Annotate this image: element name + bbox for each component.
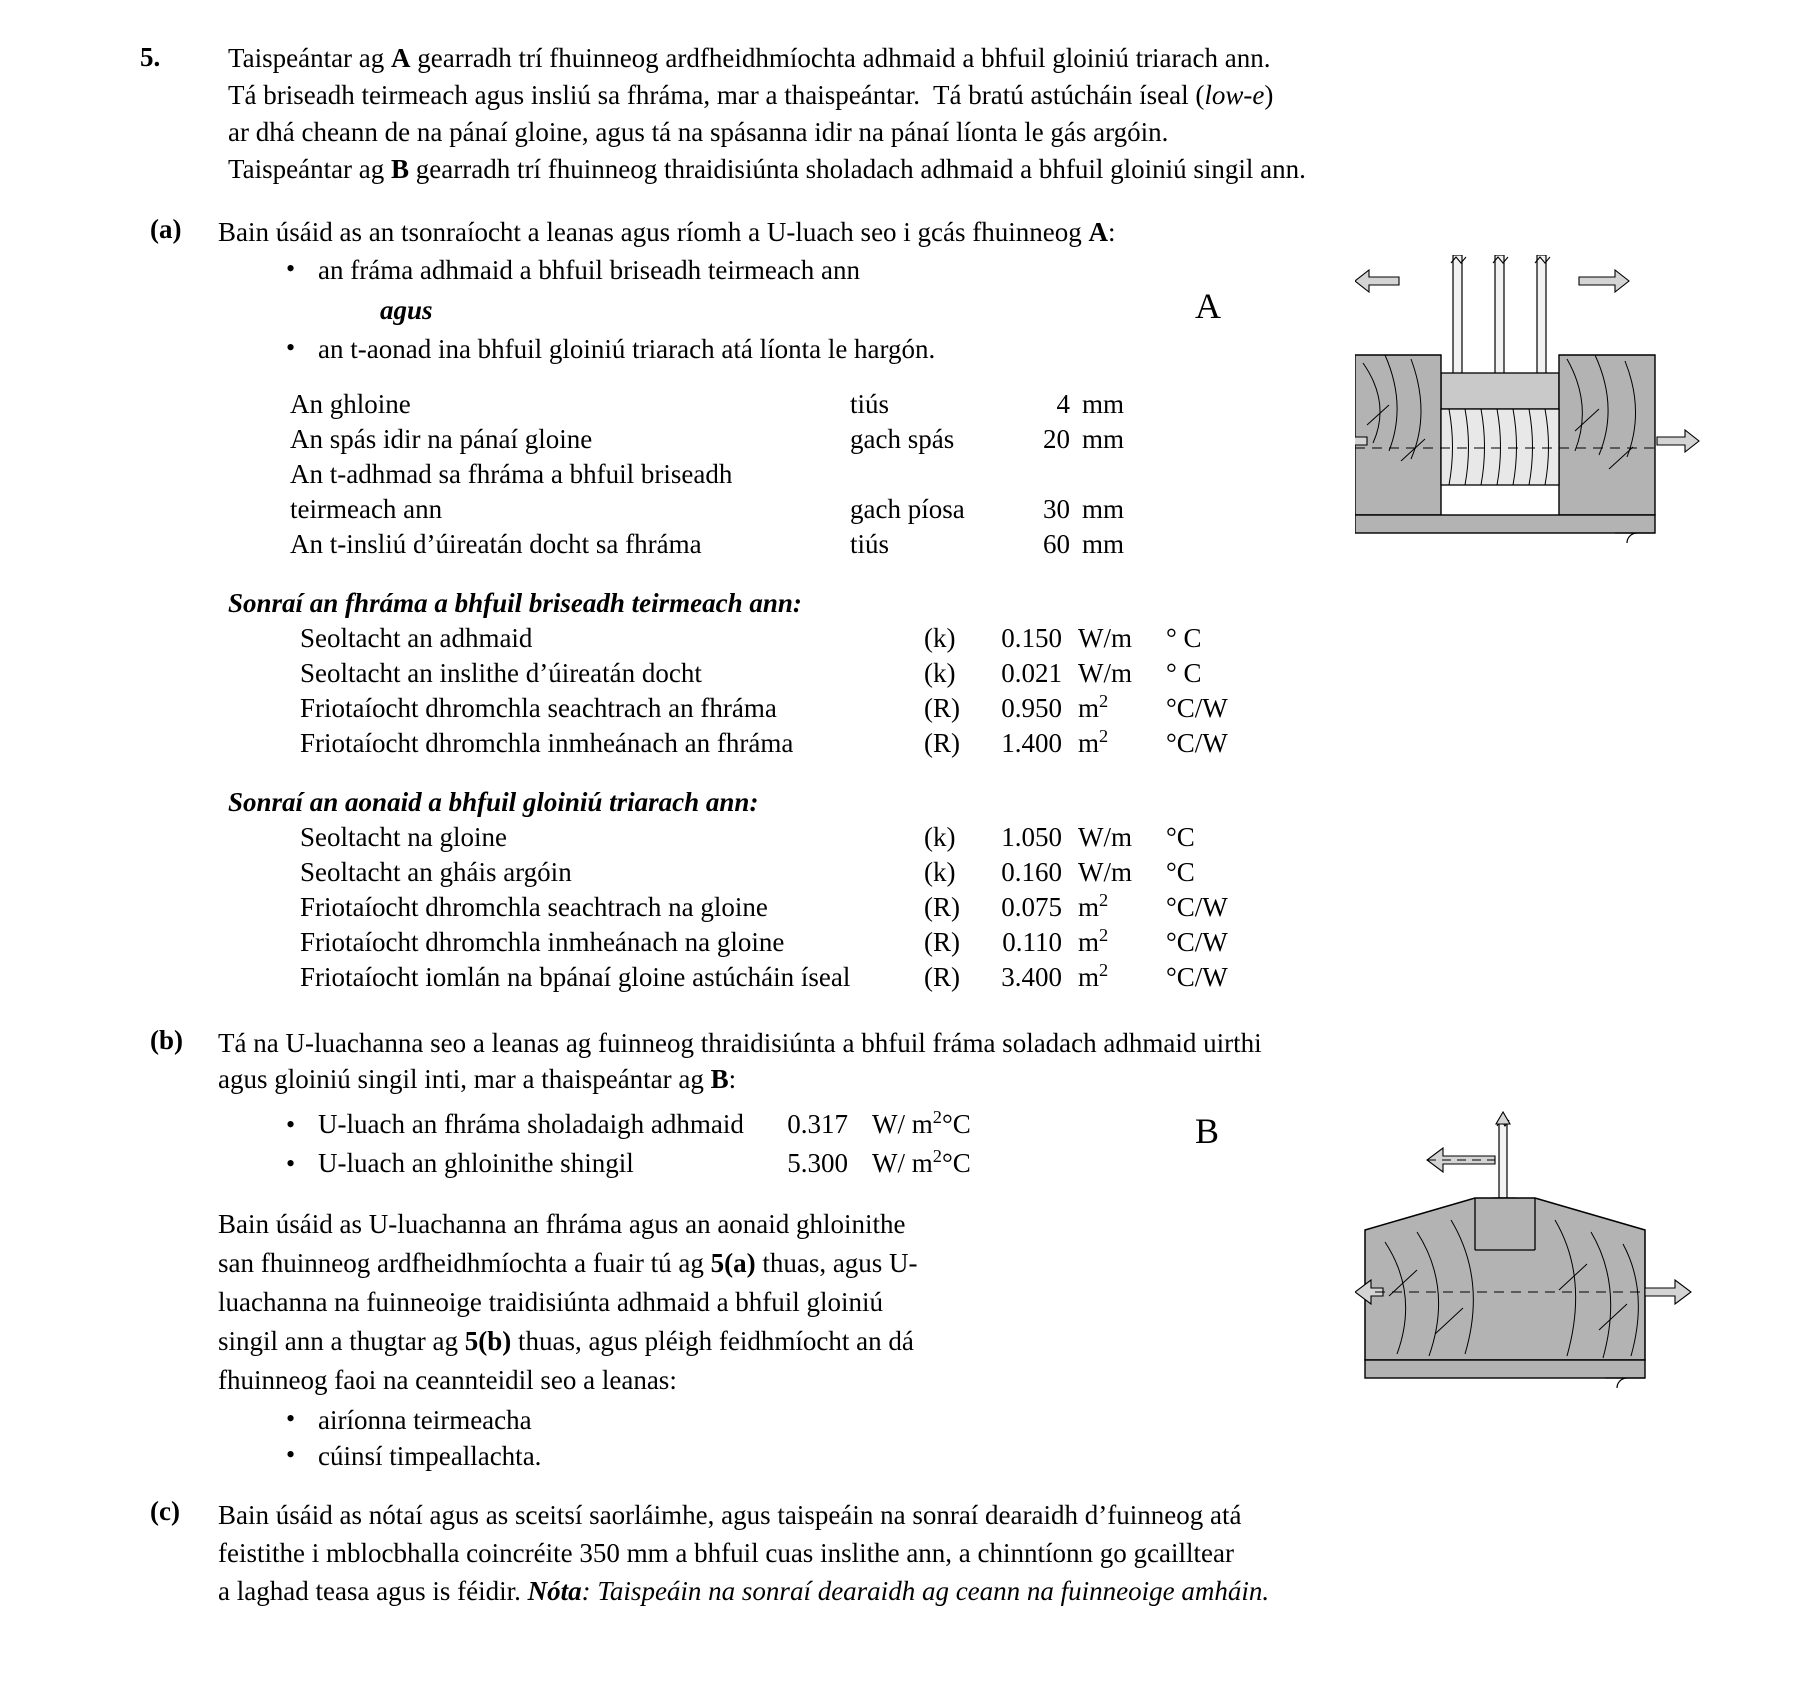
frame-data-block — [228, 588, 1728, 995]
table-row — [300, 691, 1228, 726]
table-row — [290, 457, 1124, 492]
row-unit-1: W/m — [1078, 857, 1132, 887]
unit-exponent: 2 — [1099, 890, 1109, 910]
figure-b-drawing — [1355, 1110, 1705, 1400]
table-row — [300, 820, 1228, 855]
spec-value: 30 — [1043, 494, 1070, 524]
table-row — [300, 890, 1228, 925]
row-desc: Seoltacht an adhmaid — [300, 623, 533, 653]
row-desc: Seoltacht na gloine — [300, 822, 507, 852]
unit-exponent: 2 — [1099, 691, 1109, 711]
row-symbol: (k) — [924, 857, 956, 887]
row-unit-1: W/m — [1078, 658, 1132, 688]
question-intro — [228, 40, 1728, 188]
table-row — [290, 422, 1124, 457]
unit-exponent: 2 — [1099, 726, 1109, 746]
row-desc: Friotaíocht dhromchla seachtrach an fhráma — [300, 693, 777, 723]
table-row — [300, 656, 1228, 691]
u-value-unit: W/ $m^2^\circ C$ — [872, 1146, 971, 1178]
row-unit-2: °C — [1166, 822, 1195, 852]
row-unit-1: W/m — [1078, 822, 1132, 852]
row-symbol: (k) — [924, 623, 956, 653]
row-symbol: (k) — [924, 658, 956, 688]
row-symbol: (R) — [924, 962, 960, 992]
row-unit-1: $m^2$ — [1078, 691, 1109, 723]
spec-unit: mm — [1082, 424, 1125, 454]
table-row — [290, 492, 1124, 527]
row-desc: Friotaíocht dhromchla inmheánach na gloine — [300, 927, 785, 957]
heat-flow-arrow-top — [1427, 1148, 1495, 1172]
u-value-label: U-luach an ghloinithe shingil — [318, 1148, 634, 1178]
intro-line-4: Taispeántar ag B gearradh trí fhuinneog thraidisiúnta sholadach adhmaid a bhfuil gloiniú singil ann. — [228, 154, 1306, 184]
part-b-bullet-list — [218, 1402, 1728, 1474]
part-c-line-3: a laghad teasa agus is féidir. Nóta: Taispeáin na sonraí dearaidh ag ceann na fuinneoige amháin. — [218, 1576, 1270, 1606]
row-value: 0.160 — [1001, 857, 1062, 887]
list-item: • an fráma adhmaid a bhfuil briseadh teirmeach ann — [280, 252, 1728, 288]
spec-value: 20 — [1043, 424, 1070, 454]
part-c-line-1: Bain úsáid as nótaí agus as sceitsí saorláimhe, agus taispeáin na sonraí dearaidh d’fuinneog atá — [218, 1500, 1242, 1530]
part-c — [140, 1496, 1728, 1610]
u-value-number: 0.317 — [787, 1109, 848, 1139]
spec-desc: An ghloine — [290, 389, 411, 419]
intro-line-3: ar dhá cheann de na pánaí gloine, agus tá na spásanna idir na pánaí líonta le gás argóin. — [228, 117, 1169, 147]
figure-a-drawing — [1355, 255, 1705, 585]
sill — [1365, 1360, 1645, 1388]
row-desc: Friotaíocht dhromchla seachtrach na gloine — [300, 892, 768, 922]
row-unit-1: $m^2$ — [1078, 960, 1109, 992]
sill — [1355, 515, 1655, 543]
glazing-data-table — [300, 820, 1228, 995]
row-value: 0.150 — [1001, 623, 1062, 653]
single-glazing-pane — [1496, 1112, 1510, 1198]
row-unit-2: °C/W — [1166, 693, 1228, 723]
frame-data-table — [300, 621, 1228, 761]
spec-qual — [850, 457, 998, 492]
frame-data-heading: Sonraí an fhráma a bhfuil briseadh teirmeach ann: — [228, 588, 802, 618]
masonry-body — [1365, 1198, 1645, 1360]
row-value: 1.050 — [1001, 822, 1062, 852]
row-unit-1: $m^2$ — [1078, 890, 1109, 922]
row-unit-2: °C/W — [1166, 892, 1228, 922]
table-row — [300, 925, 1228, 960]
row-symbol: (R) — [924, 892, 960, 922]
row-value: 0.110 — [1002, 927, 1062, 957]
part-b-label: (b) — [150, 1025, 183, 1055]
table-row — [300, 621, 1228, 656]
u-value-label: U-luach an fhráma sholadaigh adhmaid — [318, 1109, 744, 1139]
spec-value — [998, 457, 1070, 492]
row-symbol: (R) — [924, 927, 960, 957]
spec-desc: teirmeach ann — [290, 494, 443, 524]
row-unit-2: °C/W — [1166, 728, 1228, 758]
row-symbol: (R) — [924, 728, 960, 758]
row-value: 1.400 — [1001, 728, 1062, 758]
part-a-prompt: Bain úsáid as an tsonraíocht a leanas agus ríomh a U-luach seo i gcás fhuinneog A: — [218, 217, 1116, 247]
row-desc: Friotaíocht dhromchla inmheánach an fhráma — [300, 728, 794, 758]
spec-value: 4 — [1056, 389, 1070, 419]
spec-unit: mm — [1082, 389, 1125, 419]
frame-right-block — [1559, 355, 1655, 515]
row-desc: Friotaíocht iomlán na bpánaí gloine astúcháin íseal — [300, 962, 851, 992]
part-b-prompt-line-2: agus gloiniú singil inti, mar a thaispeántar ag B: — [218, 1064, 737, 1094]
row-unit-1: $m^2$ — [1078, 726, 1109, 758]
list-item: • airíonna teirmeacha — [280, 1402, 1728, 1438]
spec-desc: An t-insliú d’úireatán docht sa fhráma — [290, 529, 702, 559]
part-a-label: (a) — [150, 214, 182, 244]
figure-a-letter: A — [1195, 286, 1221, 326]
figure-a — [1195, 255, 1705, 590]
spec-qual: gach píosa — [850, 494, 965, 524]
row-value: 0.950 — [1001, 693, 1062, 723]
table-row — [290, 527, 1124, 562]
row-unit-2: °C — [1166, 857, 1195, 887]
row-unit-2: °C/W — [1166, 962, 1228, 992]
row-value: 3.400 — [1001, 962, 1062, 992]
row-unit-2: ° C — [1166, 658, 1202, 688]
frame-left-block — [1355, 355, 1441, 515]
row-symbol: (k) — [924, 822, 956, 852]
row-unit-2: °C/W — [1166, 927, 1228, 957]
spec-desc: An t-adhmad sa fhráma a bhfuil briseadh — [290, 459, 733, 489]
spec-unit: mm — [1082, 494, 1125, 524]
list-item: • an t-aonad ina bhfuil gloiniú triarach atá líonta le hargón. — [280, 331, 1728, 367]
row-unit-1: W/m — [1078, 623, 1132, 653]
question-number: 5. — [140, 42, 161, 72]
figure-b — [1195, 1110, 1705, 1405]
spec-unit — [1070, 457, 1124, 492]
intro-line-1: Taispeántar ag A gearradh trí fhuinneog ardfheidhmíochta adhmaid a bhfuil gloiniú triarach ann. — [228, 43, 1271, 73]
glazing-data-heading: Sonraí an aonaid a bhfuil gloiniú triarach ann: — [228, 787, 759, 817]
row-symbol: (R) — [924, 693, 960, 723]
spec-desc: An spás idir na pánaí gloine — [290, 424, 593, 454]
unit-exponent: 2 — [1099, 925, 1109, 945]
table-row — [290, 387, 1124, 422]
note-text: : Taispeáin na sonraí dearaidh ag ceann na fuinneoige amháin. — [581, 1576, 1270, 1606]
part-c-line-2: feistithe i mblocbhalla coincréite 350 mm a bhfuil cuas inslithe ann, a chinntíonn go gcailltear — [218, 1538, 1234, 1568]
u-value-number: 5.300 — [787, 1148, 848, 1178]
part-b-paragraph: Bain úsáid as U-luachanna an fhráma agus an aonaid ghloinithe san fhuinneog ardfheidhmíochta a fuair tú ag 5(a) thuas, agus U-luachanna na fuinneoige traidisiúnta adhmaid a bhfuil gloiniú singil ann a thugtar ag 5(b) thuas, agus pléigh feidhmíocht an dá fhuinneog faoi na ceannteidil seo a leanas: — [218, 1209, 918, 1395]
spec-qual: gach spás — [850, 424, 955, 454]
sash-frame — [1441, 373, 1559, 409]
spec-unit: mm — [1082, 529, 1125, 559]
unit-exponent: 2 — [932, 1146, 942, 1166]
specification-table — [290, 387, 1124, 562]
row-desc: Seoltacht an gháis argóin — [300, 857, 572, 887]
table-row — [300, 960, 1228, 995]
row-desc: Seoltacht an inslithe d’úireatán docht — [300, 658, 702, 688]
part-c-label: (c) — [150, 1496, 180, 1526]
list-item: • cúinsí timpeallachta. — [280, 1438, 1728, 1474]
note-label: Nóta — [527, 1576, 582, 1606]
spec-qual: tiús — [850, 529, 890, 559]
spec-qual: tiús — [850, 389, 890, 419]
unit-exponent: 2 — [932, 1107, 942, 1127]
part-b-prompt-line-1: Tá na U-luachanna seo a leanas ag fuinneog thraidisiúnta a bhfuil fráma soladach adhmaid uirthi — [218, 1028, 1262, 1058]
row-unit-1: $m^2$ — [1078, 925, 1109, 957]
figure-b-letter: B — [1195, 1111, 1220, 1151]
row-value: 0.075 — [1001, 892, 1062, 922]
row-value: 0.021 — [1001, 658, 1062, 688]
table-row — [300, 726, 1228, 761]
u-value-unit: W/ $m^2^\circ C$ — [872, 1107, 971, 1139]
conjunction-agus: agus — [380, 295, 433, 325]
unit-exponent: 2 — [1099, 960, 1109, 980]
table-row — [300, 855, 1228, 890]
row-unit-2: ° C — [1166, 623, 1202, 653]
spec-value: 60 — [1043, 529, 1070, 559]
triple-glazing-panes — [1451, 255, 1550, 387]
insulation-zone — [1441, 409, 1559, 485]
intro-line-2: Tá briseadh teirmeach agus insliú sa fhráma, mar a thaispeántar. Tá bratú astúcháin íseal (low-e) — [228, 80, 1274, 110]
